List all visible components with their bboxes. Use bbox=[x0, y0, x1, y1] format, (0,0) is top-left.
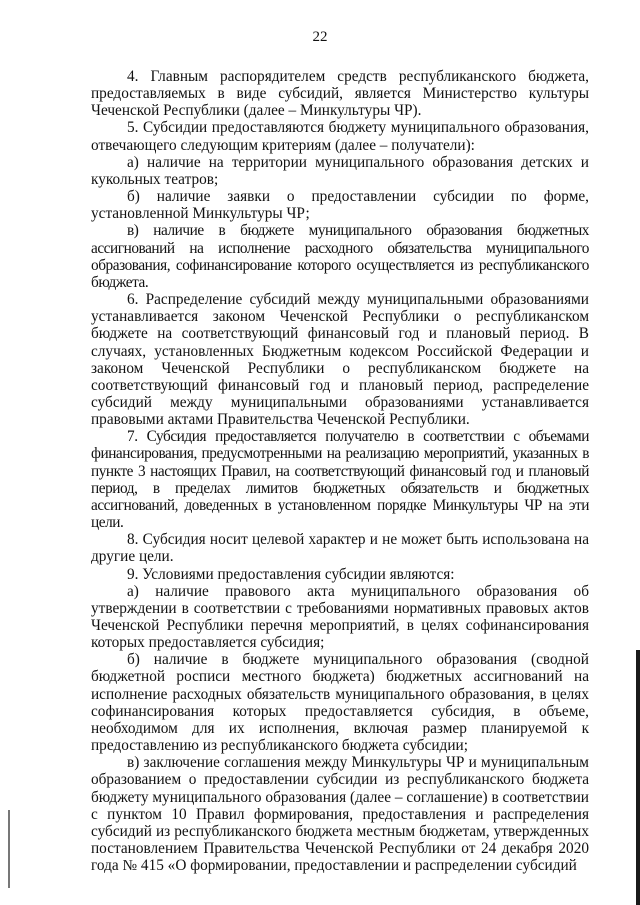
condition-b-budget-allocations: б) наличие в бюджете муниципального образования (сводной бюджетной росписи местного бюджета) бюджетных ассигнований на исполнение расходных обязательств муниципального образования, в целях софинансирования которых предоставляется субсидия, в объеме, необходимом для их исполнения, включая размер планируемой к предоставлению из республиканского бюджета субсидии; bbox=[91, 651, 589, 755]
paragraph-8-targeted-nature: 8. Субсидия носит целевой характер и не может быть использована на другие цели. bbox=[91, 531, 589, 566]
criterion-a-theatres: а) наличие на территории муниципального образования детских и кукольных театров; bbox=[91, 153, 589, 188]
condition-c-agreement: в) заключение соглашения между Минкультуры ЧР и муниципальным образованием о предоставлении субсидии из республиканского бюджета бюджету муниципального образования (далее – соглашение) в соответствии с пунктом 10 Правил формирования, предоставления и распределения субсидий из республиканского бюджета местным бюджетам, утвержденных постановлением Правительства Чеченской Республики от 24 декабря 2020 года № 415 «О формировании, предоставлении и распределении субсидий bbox=[91, 754, 589, 875]
document-body bbox=[91, 68, 589, 874]
paragraph-4-chief-administrator: 4. Главным распорядителем средств республиканского бюджета, предоставляемых в виде субсидий, является Министерство культуры Чеченской Республики (далее – Минкультуры ЧР). bbox=[91, 68, 589, 120]
page-number: 22 bbox=[312, 29, 328, 45]
scan-edge-mark-left bbox=[8, 810, 10, 888]
paragraph-7-provision: 7. Субсидия предоставляется получателю в соответствии с объемами финансирования, предусмотренными на реализацию мероприятий, указанных в пункте 3 настоящих Правил, на соответствующий финансовый год и плановый период, в пределах лимитов бюджетных обязательств и бюджетных ассигнований, доведенных в установленном порядке Минкультуры ЧР на эти цели. bbox=[91, 428, 589, 532]
paragraph-9-conditions: 9. Условиями предоставления субсидии являются: bbox=[127, 565, 455, 583]
criterion-b-application: б) наличие заявки о предоставлении субсидии по форме, установленной Минкультуры ЧР; bbox=[91, 188, 589, 223]
paragraph-6-distribution: 6. Распределение субсидий между муниципальными образованиями устанавливается законом Чеченской Республики о республиканском бюджете на соответствующий финансовый год и плановый период. В случаях, установленных Бюджетным кодексом Российской Федерации и законом Чеченской Республики о республиканском бюджете на соответствующий финансовый год и плановый период, распределение субсидий между муниципальными образованиями устанавливается правовыми актами Правительства Чеченской Республики. bbox=[91, 291, 589, 429]
criterion-c-budget-allocations: в) наличие в бюджете муниципального образования бюджетных ассигнований на исполнение расходного обязательства муниципального образования, софинансирование которого осуществляется из республиканского бюджета. bbox=[91, 222, 589, 291]
scan-edge-mark-right bbox=[636, 650, 640, 905]
paragraph-5-subsidy-recipients: 5. Субсидии предоставляются бюджету муниципального образования, отвечающего следующим критериям (далее – получатели): bbox=[91, 119, 589, 154]
condition-a-legal-act: а) наличие правового акта муниципального образования об утверждении в соответствии с требованиями нормативных правовых актов Чеченской Республики перечня мероприятий, в целях софинансирования которых предоставляется субсидия; bbox=[91, 582, 589, 652]
